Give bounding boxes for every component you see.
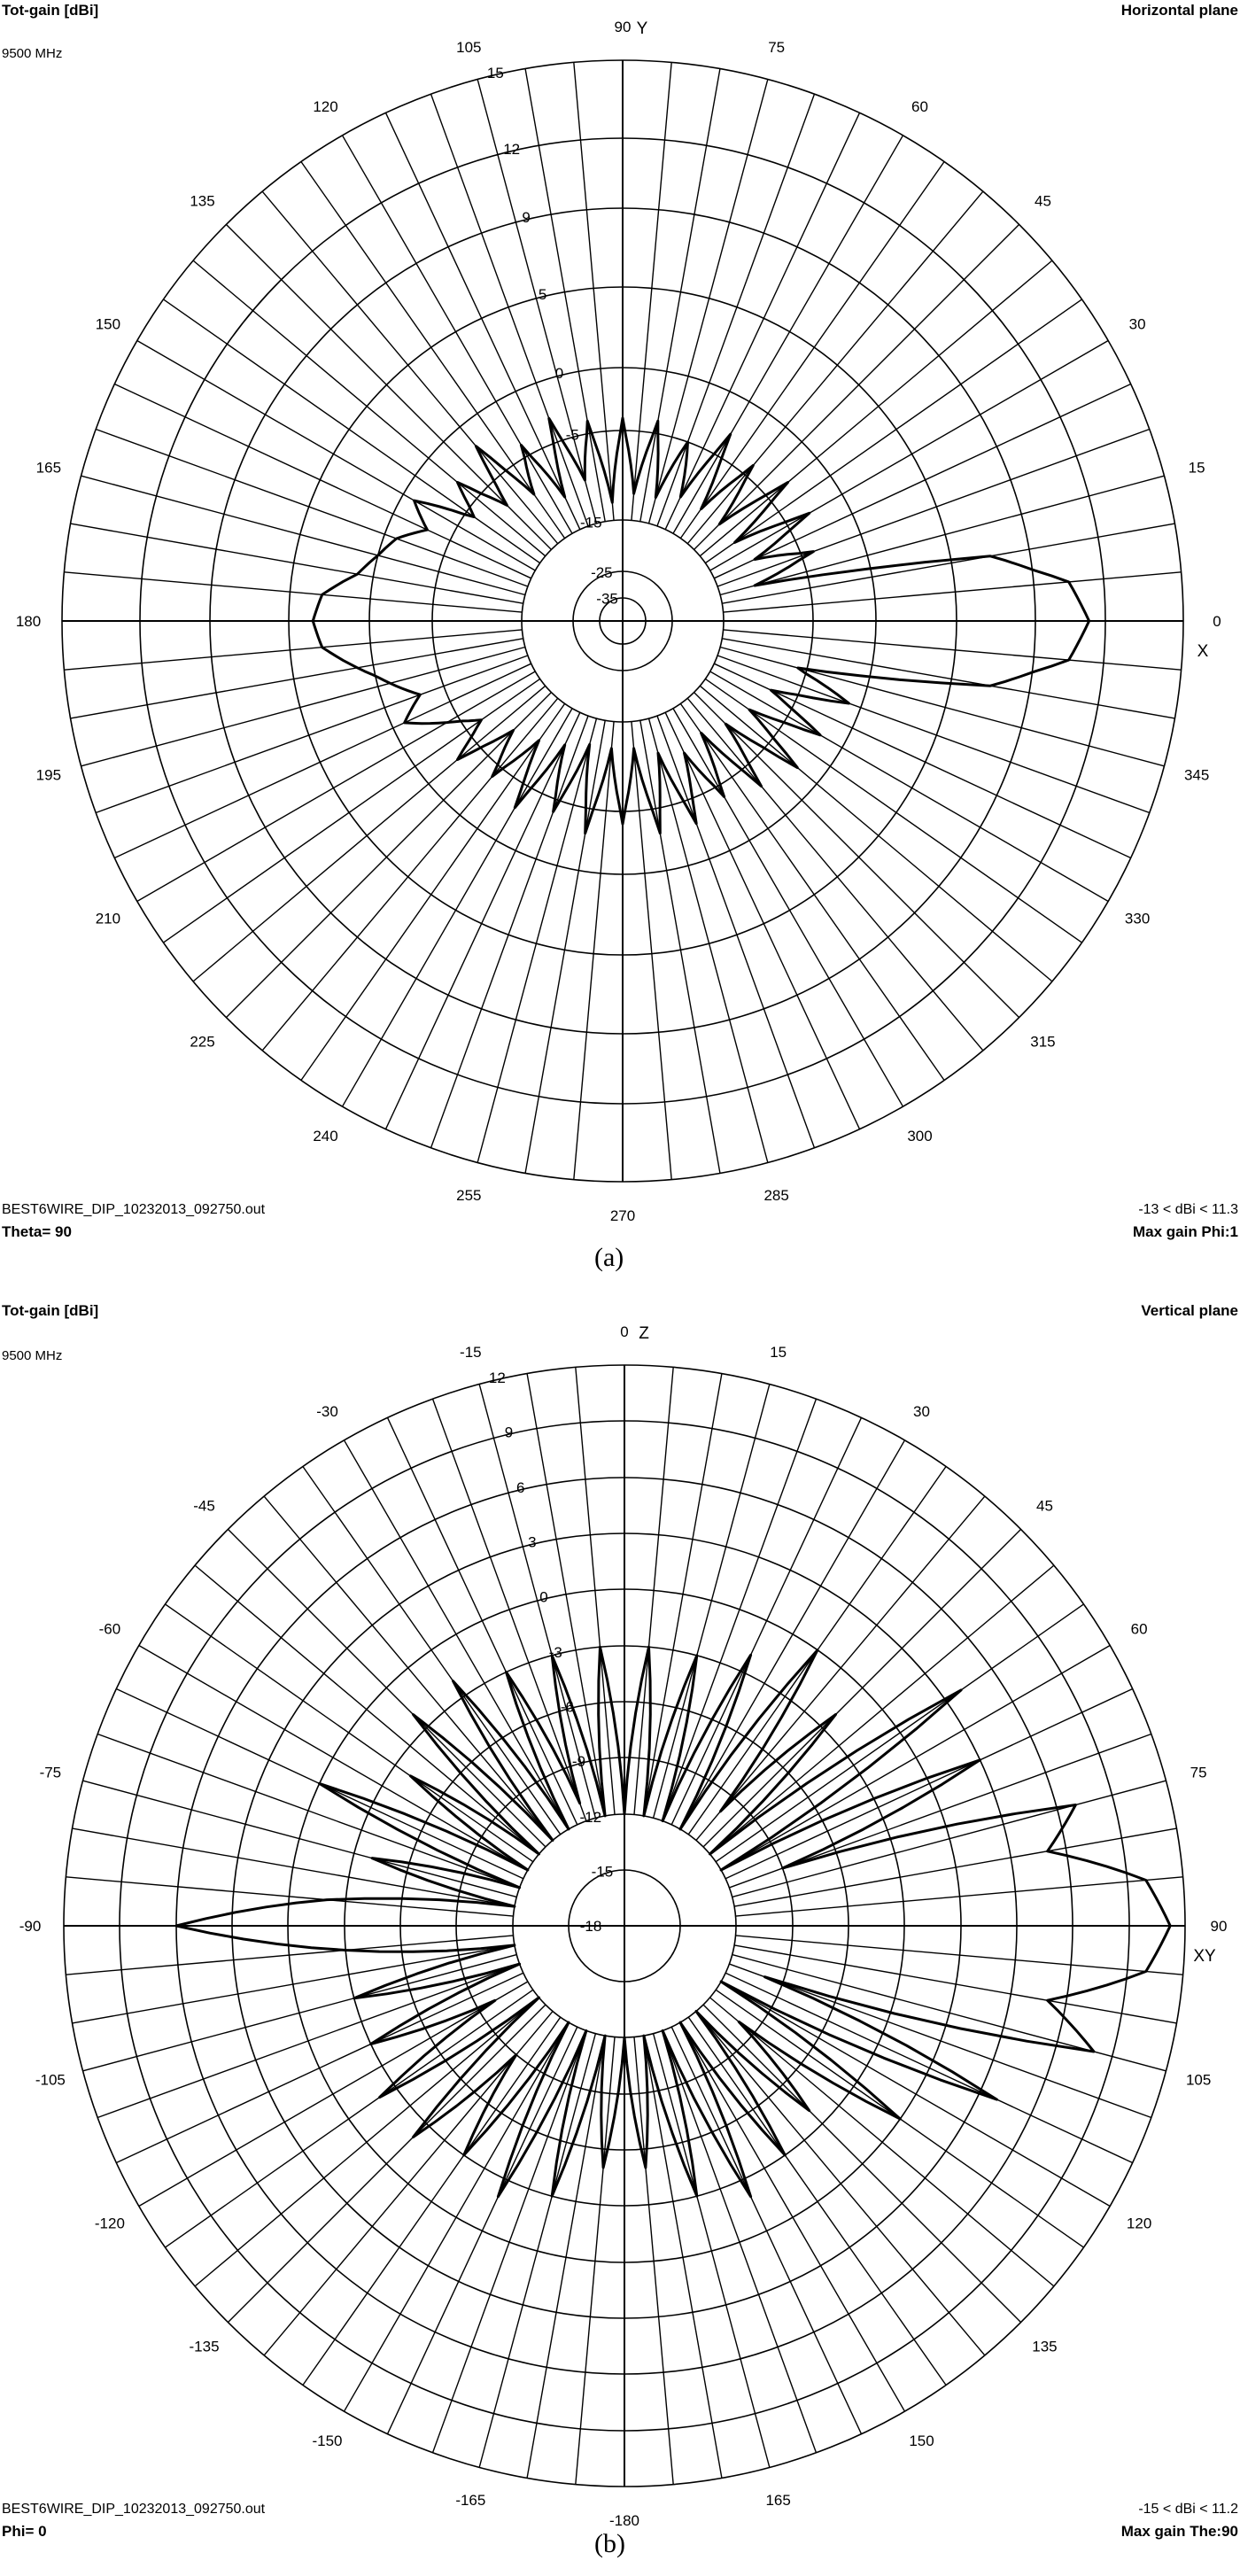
axis-label-right: X bbox=[1197, 642, 1209, 661]
svg-text:75: 75 bbox=[768, 38, 786, 56]
svg-text:-15: -15 bbox=[580, 514, 602, 531]
plane-label: Vertical plane bbox=[1141, 1302, 1238, 1319]
svg-text:-15: -15 bbox=[591, 1863, 614, 1881]
svg-text:150: 150 bbox=[909, 2432, 934, 2450]
gain-pattern-trace bbox=[176, 1647, 1170, 2197]
svg-text:240: 240 bbox=[313, 1128, 338, 1145]
svg-text:165: 165 bbox=[765, 2492, 791, 2510]
chart-title: Tot-gain [dBi] bbox=[2, 2, 99, 19]
svg-text:60: 60 bbox=[911, 97, 928, 115]
svg-text:-180: -180 bbox=[608, 2512, 640, 2529]
svg-text:9: 9 bbox=[522, 209, 531, 227]
frequency-label: 9500 MHz bbox=[2, 46, 63, 61]
svg-text:-12: -12 bbox=[579, 1808, 602, 1826]
svg-text:-15: -15 bbox=[460, 1343, 482, 1361]
max-gain: Max gain Phi:1 bbox=[1132, 1223, 1238, 1240]
axis-label-right: XY bbox=[1193, 1947, 1216, 1966]
svg-text:300: 300 bbox=[907, 1128, 933, 1145]
polar-grid bbox=[64, 1365, 1185, 2487]
svg-text:210: 210 bbox=[95, 910, 121, 927]
svg-text:6: 6 bbox=[516, 1479, 525, 1497]
svg-text:255: 255 bbox=[456, 1187, 482, 1205]
svg-text:225: 225 bbox=[190, 1033, 215, 1051]
svg-text:150: 150 bbox=[95, 315, 121, 333]
svg-text:12: 12 bbox=[488, 1369, 506, 1386]
svg-text:0: 0 bbox=[620, 1323, 629, 1340]
gain-pattern-trace bbox=[313, 418, 1089, 834]
polar-chart-vertical bbox=[0, 1284, 1240, 2576]
max-gain: Max gain The:90 bbox=[1120, 2523, 1238, 2540]
svg-text:-18: -18 bbox=[579, 1918, 602, 1935]
svg-text:-35: -35 bbox=[596, 590, 618, 608]
svg-text:285: 285 bbox=[763, 1187, 789, 1205]
cut-label: Theta= 90 bbox=[2, 1223, 72, 1240]
svg-text:-3: -3 bbox=[548, 1643, 562, 1661]
panel-vertical-plane bbox=[0, 1284, 1240, 2576]
svg-text:195: 195 bbox=[35, 766, 62, 784]
svg-text:90: 90 bbox=[1210, 1918, 1228, 1935]
polar-grid bbox=[62, 60, 1183, 1182]
gain-range: -15 < dBi < 11.2 bbox=[1138, 2502, 1238, 2517]
svg-text:270: 270 bbox=[609, 1207, 636, 1224]
svg-text:120: 120 bbox=[313, 97, 338, 115]
radial-tick-labels bbox=[489, 1369, 613, 1935]
svg-text:0: 0 bbox=[1213, 613, 1221, 630]
svg-text:30: 30 bbox=[913, 1402, 930, 1420]
radial-tick-labels bbox=[487, 65, 618, 608]
svg-text:45: 45 bbox=[1035, 192, 1051, 210]
svg-text:-105: -105 bbox=[35, 2071, 66, 2089]
figure-caption: (a) bbox=[594, 1243, 624, 1272]
axis-label-top: Z bbox=[639, 1324, 649, 1343]
svg-text:3: 3 bbox=[528, 1533, 537, 1551]
svg-text:12: 12 bbox=[503, 140, 521, 158]
plane-label: Horizontal plane bbox=[1120, 2, 1238, 19]
svg-text:-150: -150 bbox=[312, 2432, 343, 2450]
svg-text:-45: -45 bbox=[193, 1497, 215, 1515]
svg-text:15: 15 bbox=[486, 64, 504, 81]
svg-text:105: 105 bbox=[1185, 2071, 1212, 2089]
svg-text:0: 0 bbox=[539, 1588, 548, 1606]
svg-text:345: 345 bbox=[1183, 766, 1210, 784]
cut-label: Phi= 0 bbox=[2, 2523, 47, 2540]
svg-text:15: 15 bbox=[770, 1343, 787, 1361]
axis-label-top: Y bbox=[636, 19, 648, 38]
svg-text:165: 165 bbox=[35, 459, 62, 477]
svg-text:-6: -6 bbox=[560, 1698, 574, 1716]
svg-text:45: 45 bbox=[1036, 1497, 1053, 1515]
svg-text:90: 90 bbox=[614, 19, 632, 35]
svg-text:0: 0 bbox=[554, 365, 564, 383]
svg-text:30: 30 bbox=[1128, 315, 1146, 333]
svg-text:5: 5 bbox=[538, 286, 547, 304]
svg-text:-165: -165 bbox=[455, 2492, 486, 2510]
file-name: BEST6WIRE_DIP_10232013_092750.out bbox=[2, 2502, 266, 2517]
svg-text:-75: -75 bbox=[39, 1764, 62, 1781]
svg-text:-9: -9 bbox=[571, 1753, 586, 1771]
svg-text:105: 105 bbox=[456, 38, 482, 56]
svg-text:15: 15 bbox=[1188, 459, 1205, 477]
figure-caption: (b) bbox=[594, 2529, 625, 2558]
svg-text:-60: -60 bbox=[98, 1620, 121, 1638]
gain-range: -13 < dBi < 11.3 bbox=[1138, 1202, 1238, 1217]
svg-text:-25: -25 bbox=[591, 564, 613, 582]
svg-text:-135: -135 bbox=[189, 2338, 220, 2355]
svg-text:60: 60 bbox=[1130, 1620, 1148, 1638]
svg-text:135: 135 bbox=[1032, 2338, 1058, 2355]
svg-text:315: 315 bbox=[1030, 1033, 1056, 1051]
file-name: BEST6WIRE_DIP_10232013_092750.out bbox=[2, 1202, 266, 1217]
svg-text:-90: -90 bbox=[19, 1918, 42, 1935]
polar-chart-horizontal bbox=[0, 0, 1240, 1276]
svg-text:120: 120 bbox=[1126, 2215, 1152, 2232]
svg-text:75: 75 bbox=[1190, 1764, 1207, 1781]
svg-text:330: 330 bbox=[1124, 910, 1151, 927]
svg-text:9: 9 bbox=[504, 1424, 514, 1441]
chart-title: Tot-gain [dBi] bbox=[2, 1302, 99, 1319]
svg-text:-120: -120 bbox=[94, 2215, 125, 2232]
svg-text:-5: -5 bbox=[565, 426, 579, 444]
svg-text:180: 180 bbox=[15, 613, 42, 630]
svg-text:-30: -30 bbox=[316, 1402, 338, 1420]
frequency-label: 9500 MHz bbox=[2, 1348, 63, 1363]
panel-horizontal-plane bbox=[0, 0, 1240, 1276]
svg-text:135: 135 bbox=[190, 192, 215, 210]
